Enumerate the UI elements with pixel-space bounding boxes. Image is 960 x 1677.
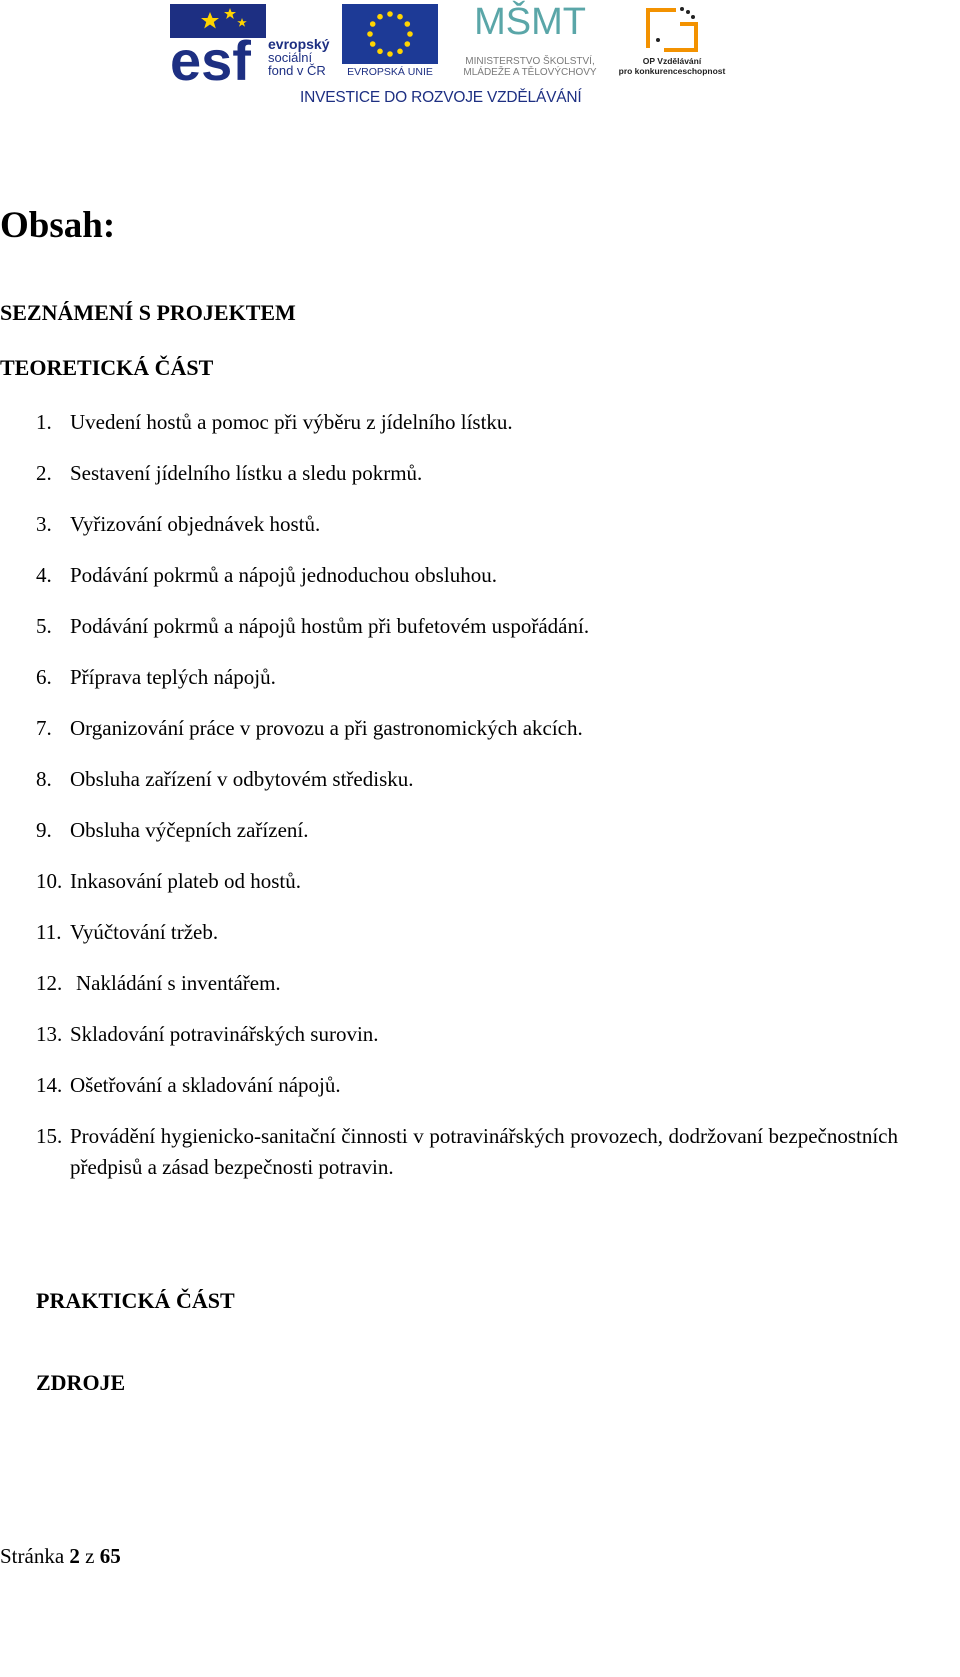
toc-item <box>36 407 898 438</box>
toc-item-text: Inkasování plateb od hostů. <box>70 869 301 893</box>
page-title: Obsah: <box>0 205 116 246</box>
toc-item-text: Vyúčtování tržeb. <box>70 920 219 944</box>
toc-item-number: 6. <box>36 665 52 689</box>
toc-item <box>36 509 898 540</box>
msmt-line2: MLÁDEŽE A TĚLOVÝCHOVY <box>463 67 597 78</box>
op-vk-mark-icon <box>616 0 728 56</box>
esf-title: evropský <box>268 36 330 52</box>
footer-page-total: 65 <box>99 1544 121 1568</box>
eu-label: EVROPSKÁ UNIE <box>347 66 433 78</box>
toc-item <box>36 1019 898 1050</box>
page-footer <box>0 1544 121 1569</box>
toc-item-number: 8. <box>36 767 52 791</box>
toc-item <box>36 764 898 795</box>
section-heading-sources: ZDROJE <box>36 1370 126 1395</box>
op-vk-logo <box>616 0 728 84</box>
esf-mark-icon <box>170 4 268 82</box>
toc-item-number: 7. <box>36 716 52 740</box>
toc-item-text: Nakládání s inventářem. <box>76 971 281 995</box>
footer-separator: z <box>85 1544 95 1568</box>
esf-logo <box>170 4 340 82</box>
op-vk-line2: pro konkurenceschopnost <box>618 66 726 76</box>
toc-item-number: 14. <box>36 1073 63 1097</box>
toc-item <box>36 815 898 846</box>
op-vk-caption <box>616 56 728 76</box>
esf-line3: fond v ČR <box>268 63 326 78</box>
msmt-mark-text: MŠMT <box>474 1 586 43</box>
section-heading-practice: PRAKTICKÁ ČÁST <box>36 1288 235 1313</box>
toc-item-text: Provádění hygienicko-sanitační činnosti v potravinářských provozech, dodržovaní bezpečnostních předpisů a zásad bezpečnosti potravin. <box>70 1124 898 1179</box>
toc-item-text: Organizování práce v provozu a při gastronomických akcích. <box>70 716 583 740</box>
toc-item-text: Sestavení jídelního lístku a sledu pokrmů. <box>70 461 423 485</box>
toc-item-number: 2. <box>36 461 52 485</box>
toc-item <box>36 458 898 489</box>
toc-item-number: 9. <box>36 818 52 842</box>
section-heading-theory: TEORETICKÁ ČÁST <box>0 355 214 380</box>
msmt-mark-icon <box>445 0 615 56</box>
msmt-line1: MINISTERSTVO ŠKOLSTVÍ, <box>465 56 595 67</box>
toc-item-text: Obsluha výčepních zařízení. <box>70 818 309 842</box>
toc-item <box>36 968 898 999</box>
toc-item-number: 12. <box>36 971 63 995</box>
toc-item-number: 3. <box>36 512 52 536</box>
msmt-caption <box>445 56 615 78</box>
toc-item-text: Skladování potravinářských surovin. <box>70 1022 379 1046</box>
toc-item <box>36 560 898 591</box>
section-heading-intro: SEZNÁMENÍ S PROJEKTEM <box>0 300 296 325</box>
toc-item <box>36 917 898 948</box>
toc-item-text: Příprava teplých nápojů. <box>70 665 276 689</box>
toc-item <box>36 866 898 897</box>
toc-item-number: 1. <box>36 410 52 434</box>
footer-page-number: 2 <box>69 1544 80 1568</box>
toc-item <box>36 611 898 642</box>
toc-item-text: Obsluha zařízení v odbytovém středisku. <box>70 767 414 791</box>
toc-item <box>36 1121 898 1183</box>
toc-item-text: Vyřizování objednávek hostů. <box>70 512 321 536</box>
toc-item-number: 5. <box>36 614 52 638</box>
toc-item-text: Uvedení hostů a pomoc při výběru z jídelního lístku. <box>70 410 513 434</box>
header-logos <box>170 0 730 120</box>
footer-prefix: Stránka <box>0 1544 65 1568</box>
esf-line2: sociální <box>268 50 313 65</box>
toc-item-number: 13. <box>36 1022 63 1046</box>
toc-item-text: Podávání pokrmů a nápojů jednoduchou obsluhou. <box>70 563 497 587</box>
toc-item-number: 4. <box>36 563 52 587</box>
toc-item <box>36 662 898 693</box>
toc-item-text: Podávání pokrmů a nápojů hostům při bufetovém uspořádání. <box>70 614 590 638</box>
toc-item <box>36 713 898 744</box>
toc-item-number: 11. <box>36 920 62 944</box>
toc-item <box>36 1070 898 1101</box>
header-tagline: INVESTICE DO ROZVOJE VZDĚLÁVÁNÍ <box>300 89 582 106</box>
toc-item-number: 15. <box>36 1124 63 1148</box>
esf-mark-text: esf <box>170 29 251 82</box>
esf-caption <box>268 38 329 77</box>
toc-item-number: 10. <box>36 869 63 893</box>
op-vk-line1: OP Vzdělávání <box>642 56 702 66</box>
eu-logo <box>342 4 438 82</box>
toc-item-text: Ošetřování a skladování nápojů. <box>70 1073 341 1097</box>
eu-flag-icon <box>342 4 438 64</box>
msmt-logo <box>445 0 615 84</box>
